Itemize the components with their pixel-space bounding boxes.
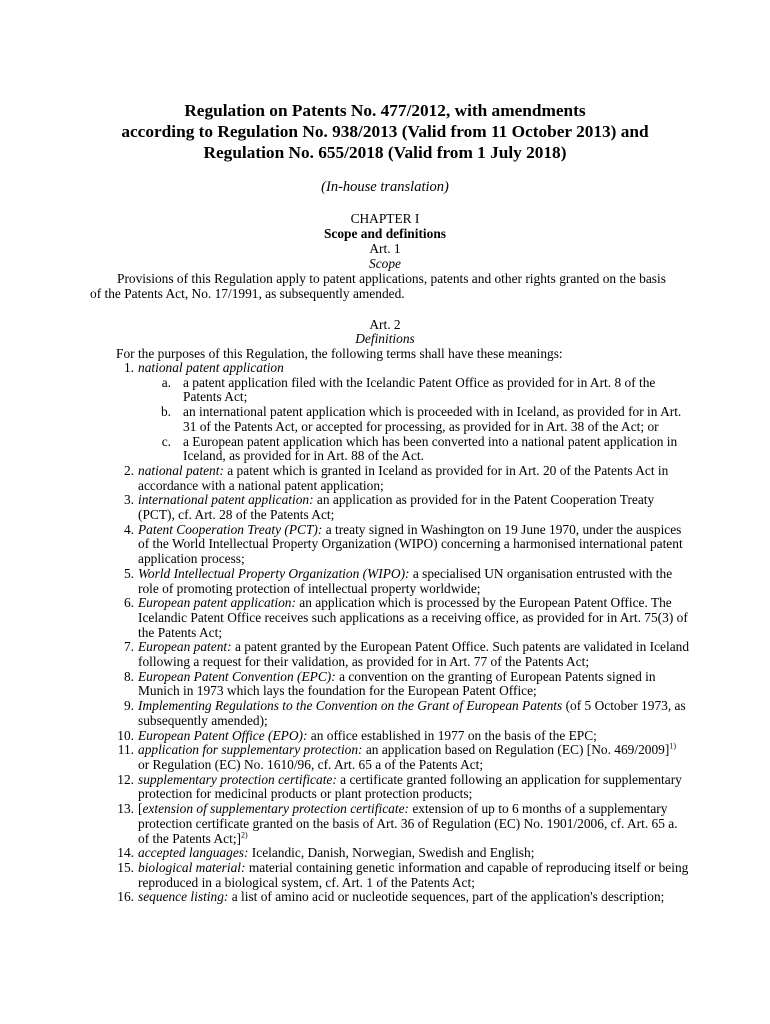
article-2-label: Art. 2	[369, 317, 401, 332]
sublist-letter: a.	[161, 374, 171, 390]
definition-item	[90, 670, 690, 699]
footnote-marker: 2)	[241, 830, 248, 840]
document-subtitle: (In-house translation)	[321, 179, 449, 195]
definition-item	[90, 890, 690, 905]
chapter-heading: Scope and definitions	[323, 226, 447, 241]
article-2-heading: Definitions	[355, 331, 415, 346]
sublist-letter: c.	[161, 433, 171, 449]
sublist-text: a patent application filed with the Icelandic Patent Office as provided for in Art. 8 of the Patents Act;	[183, 374, 656, 405]
definition-text: a certificate granted following an application for supplementary protection for medicinal products or plant protection products;	[138, 771, 682, 802]
definitions-list	[90, 361, 690, 905]
definition-term: World Intellectual Property Organization (WIPO):	[138, 565, 410, 581]
definition-item	[90, 523, 690, 567]
definition-text: (of 5 October 1973, as subsequently amended);	[138, 698, 686, 728]
definition-term: supplementary protection certificate:	[138, 771, 337, 787]
sublist-text: a European patent application which has been converted into a national patent application in Iceland, as provided for in Art. 88 of the Act.	[183, 433, 678, 464]
definition-text: an office established in 1977 on the basis of the EPC;	[307, 727, 597, 743]
definition-number: 1.	[123, 360, 134, 375]
definition-term: extension of supplementary protection certificate:	[142, 801, 409, 817]
definition-term: national patent:	[138, 462, 224, 478]
footnote-marker: 1)	[669, 741, 676, 751]
sublist-item	[90, 376, 690, 405]
article-2-intro: For the purposes of this Regulation, the following terms shall have these meanings:	[116, 346, 563, 361]
amendment-bracket: [	[138, 801, 143, 817]
sublist-text: an international patent application which is proceeded with in Iceland, as provided for in Art. 31 of the Patents Act, or accepted for processing, as provided for in Art. 38 of the Act; or	[183, 404, 682, 434]
definition-number: 6.	[123, 595, 134, 611]
definition-item	[90, 464, 690, 493]
definition-number: 11.	[117, 742, 134, 758]
definition-text-continued: or Regulation (EC) No. 1610/96, cf. Art. 65 a of the Patents Act;	[138, 756, 484, 772]
definition-text: extension of up to 6 months of a supplementary protection certificate granted on the basis of Art. 36 of Regulation (EC) No. 1901/2006, cf. Art. 65 a. of the Patents Act;]	[138, 801, 678, 846]
definition-item	[90, 493, 690, 522]
definition-item	[90, 640, 690, 669]
article-1-paragraph: Provisions of this Regulation apply to patent applications, patents and other rights granted on the basis of the Patents Act, No. 17/1991, as subsequently amended.	[90, 271, 666, 301]
definition-item	[90, 802, 690, 846]
definition-number: 3.	[123, 492, 134, 508]
definition-text: a patent which is granted in Iceland as provided for in Art. 20 of the Patents Act in accordance with a national patent application;	[138, 462, 669, 493]
definition-text: an application based on Regulation (EC) [No. 469/2009]	[362, 742, 670, 758]
definition-item	[90, 596, 690, 640]
definition-term: biological material:	[138, 859, 246, 875]
title-line-1: Regulation on Patents No. 477/2012, with amendments	[184, 101, 586, 120]
sublist-item	[90, 405, 690, 434]
article-1-text	[90, 272, 680, 301]
definition-number: 10.	[117, 727, 134, 743]
chapter-label: CHAPTER I	[350, 211, 420, 226]
sublist-letter: b.	[160, 404, 171, 420]
definition-term: national patent application	[138, 360, 284, 375]
definition-item	[90, 361, 690, 376]
definition-term: international patent application:	[138, 492, 314, 508]
definition-text: material containing genetic information and capable of reproducing itself or being reproduced in a biological system, cf. Art. 1 of the Patents Act;	[138, 859, 689, 890]
definition-term: Implementing Regulations to the Convention on the Grant of European Patents	[138, 698, 563, 714]
definition-text: an application as provided for in the Patent Cooperation Treaty (PCT), cf. Art. 28 of the Patents Act;	[138, 492, 655, 523]
article-1-heading: Scope	[369, 256, 401, 271]
definition-number: 5.	[123, 565, 134, 581]
title-line-2: according to Regulation No. 938/2013 (Valid from 11 October 2013) and	[121, 122, 649, 141]
title-line-3: Regulation No. 655/2018 (Valid from 1 July 2018)	[203, 143, 567, 162]
definition-item	[90, 861, 690, 890]
definition-number: 7.	[123, 639, 134, 655]
definition-item	[90, 567, 690, 596]
definition-text: a list of amino acid or nucleotide sequences, part of the application's description;	[228, 889, 665, 905]
definition-number: 14.	[117, 845, 134, 861]
definition-term: sequence listing:	[138, 889, 229, 905]
definition-text: a patent granted by the European Patent Office. Such patents are validated in Iceland following a request for their validation, as provided for in Art. 77 of the Patents Act;	[138, 639, 690, 670]
definition-text: a convention on the granting of European Patents signed in Munich in 1973 which lays the foundation for the European Patent Office;	[138, 668, 656, 699]
definition-number: 2.	[123, 462, 134, 478]
definition-term: European patent:	[138, 639, 232, 655]
definition-sublist	[90, 376, 690, 464]
definition-number: 13.	[117, 801, 134, 817]
definition-number: 4.	[123, 521, 134, 537]
definition-number: 12.	[117, 771, 134, 787]
definition-term: application for supplementary protection:	[138, 742, 363, 758]
definition-term: European patent application:	[138, 595, 296, 611]
definition-term: European Patent Convention (EPC):	[138, 668, 336, 684]
definition-term: Patent Cooperation Treaty (PCT):	[138, 521, 323, 537]
definition-term: accepted languages:	[138, 845, 249, 861]
definition-item	[90, 773, 690, 802]
definition-text: an application which is processed by the European Patent Office. The Icelandic Patent Office receives such applications as a receiving office, as provided for in Art. 75(3) of the Patents Act;	[138, 595, 688, 640]
definition-term: European Patent Office (EPO):	[138, 727, 308, 743]
definition-number: 9.	[123, 698, 134, 714]
definition-number: 15.	[117, 859, 134, 875]
article-1-label: Art. 1	[369, 241, 401, 256]
definition-text: a specialised UN organisation entrusted with the role of promoting protection of intellectual property worldwide;	[138, 565, 673, 596]
document-title	[60, 100, 710, 163]
definition-item	[90, 846, 690, 861]
definition-text: a treaty signed in Washington on 19 June 1970, under the auspices of the World Intellectual Property Organization (WIPO) concerning a harmonised international patent application process;	[138, 521, 683, 567]
definition-item	[90, 699, 690, 728]
sublist-item	[90, 435, 690, 464]
definition-item	[90, 743, 690, 772]
definition-number: 16.	[117, 889, 134, 905]
definition-number: 8.	[123, 668, 134, 684]
definition-text: Icelandic, Danish, Norwegian, Swedish and English;	[248, 845, 535, 861]
